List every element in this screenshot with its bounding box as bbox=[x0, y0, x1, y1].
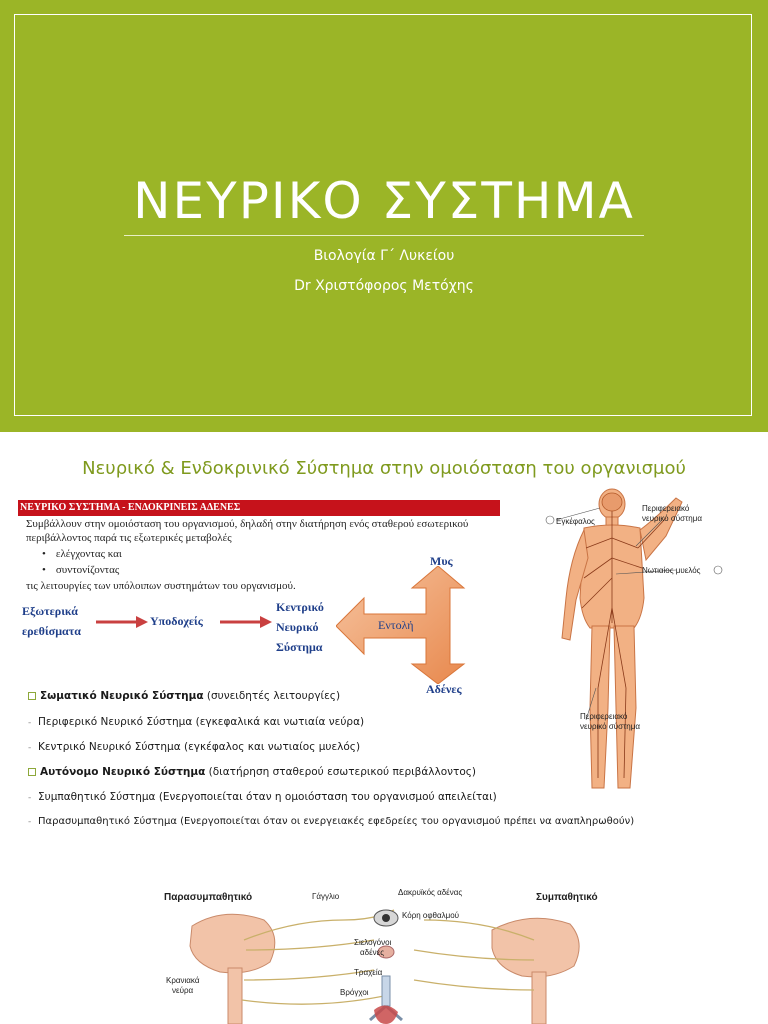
bullet-item: • ελέγχοντας και bbox=[42, 548, 122, 560]
spinal-cord-label: Νωτιαίος μυελός bbox=[642, 566, 701, 575]
autonomic-slide bbox=[14, 880, 753, 1024]
salivary-label-1: Σιελογόνοι bbox=[354, 938, 392, 947]
muscles-label: Μυς bbox=[430, 554, 453, 568]
nervous-system-figure bbox=[526, 488, 746, 808]
peripheral-top-label-2: νευρικό σύστημα bbox=[642, 514, 702, 523]
lacrimal-label: Δακρυϊκός αδένας bbox=[398, 888, 463, 897]
salivary-label-2: αδένες bbox=[360, 948, 385, 957]
content-slide bbox=[14, 448, 753, 850]
slide-subtitle: Βιολογία Γ΄ Λυκείου bbox=[313, 248, 455, 264]
peripheral-bottom-label-2: νευρικό σύστημα bbox=[580, 722, 640, 731]
slide-author: Dr Χριστόφορος Μετόχης bbox=[294, 278, 474, 294]
intro-line-1: Συμβάλλουν στην ομοιόσταση του οργανισμού, δηλαδή στην διατήρηση ενός σταθερού εσωτερικού bbox=[26, 518, 469, 530]
parasympathetic-label: Παρασυμπαθητικό bbox=[164, 892, 253, 903]
list-item: Σωματικό Νευρικό Σύστημα (συνειδητές λειτουργίες) bbox=[28, 690, 340, 702]
ganglion-label: Γάγγλιο bbox=[312, 892, 340, 901]
stimuli-label-2: ερεθίσματα bbox=[22, 624, 81, 638]
cns-label-1: Κεντρικό bbox=[276, 600, 324, 614]
slide2-title: Νευρικό & Ενδοκρινικό Σύστημα στην ομοιόσταση του οργανισμού bbox=[82, 458, 686, 479]
magnifier-icon bbox=[714, 566, 722, 574]
receptors-label: Υποδοχείς bbox=[150, 614, 203, 628]
list-item: - Συμπαθητικό Σύστημα (Ενεργοποιείται όταν η ομοιόσταση του οργανισμού απειλείται) bbox=[28, 791, 497, 803]
command-label: Εντολή bbox=[378, 618, 414, 632]
title-divider bbox=[124, 235, 644, 236]
peripheral-top-label-1: Περιφερειακό bbox=[642, 504, 690, 513]
peripheral-bottom-label-1: Περιφερειακό bbox=[580, 712, 628, 721]
slide-title: ΝΕΥΡΙΚΟ ΣΥΣΤΗΜΑ bbox=[133, 172, 635, 230]
bronchi-label: Βρόγχοι bbox=[340, 988, 369, 997]
sympathetic-label: Συμπαθητικό bbox=[536, 892, 598, 903]
trachea-label: Τραχεία bbox=[354, 968, 383, 977]
title-slide bbox=[0, 0, 768, 432]
list-item: - Περιφερικό Νευρικό Σύστημα (εγκεφαλικά και νωτιαία νεύρα) bbox=[28, 716, 365, 728]
stimuli-label-1: Εξωτερικά bbox=[22, 604, 78, 618]
intro-line-2: περιβάλλοντος παρά τις εξωτερικές μεταβολές bbox=[26, 532, 232, 544]
list-item: - Κεντρικό Νευρικό Σύστημα (εγκέφαλος και νωτιαίος μυελός) bbox=[28, 741, 361, 753]
eye-icon bbox=[382, 914, 390, 922]
pupil-label: Κόρη οφθαλμού bbox=[402, 911, 460, 920]
intro-line-3: τις λειτουργίες των υπόλοιπων συστημάτων του οργανισμού. bbox=[26, 580, 296, 592]
glands-label: Αδένες bbox=[426, 682, 462, 696]
cranial-label-1: Κρανιακά bbox=[166, 976, 200, 985]
brain-label: Εγκέφαλος bbox=[556, 517, 595, 526]
list-item: Αυτόνομο Νευρικό Σύστημα (διατήρηση σταθερού εσωτερικού περιβάλλοντος) bbox=[28, 766, 476, 778]
cns-label-2: Νευρικό bbox=[276, 620, 319, 634]
bullet-item: • συντονίζοντας bbox=[42, 564, 120, 576]
checkbox-icon bbox=[28, 768, 36, 776]
list-item: - Παρασυμπαθητικό Σύστημα (Ενεργοποιείται όταν οι ενεργειακές εφεδρείες του οργανισμού πρέπει να αναπληρωθούν) bbox=[28, 816, 635, 827]
cranial-label-2: νεύρα bbox=[172, 986, 194, 995]
section-header-bar: ΝΕΥΡΙΚΟ ΣΥΣΤΗΜΑ - ΕΝΔΟΚΡΙΝΕΙΣ ΑΔΕΝΕΣ bbox=[18, 500, 500, 516]
cns-label-3: Σύστημα bbox=[276, 640, 323, 654]
arrow-right-icon bbox=[220, 614, 272, 630]
checkbox-icon bbox=[28, 692, 36, 700]
arrow-right-icon bbox=[96, 614, 148, 630]
magnifier-icon bbox=[546, 516, 554, 524]
